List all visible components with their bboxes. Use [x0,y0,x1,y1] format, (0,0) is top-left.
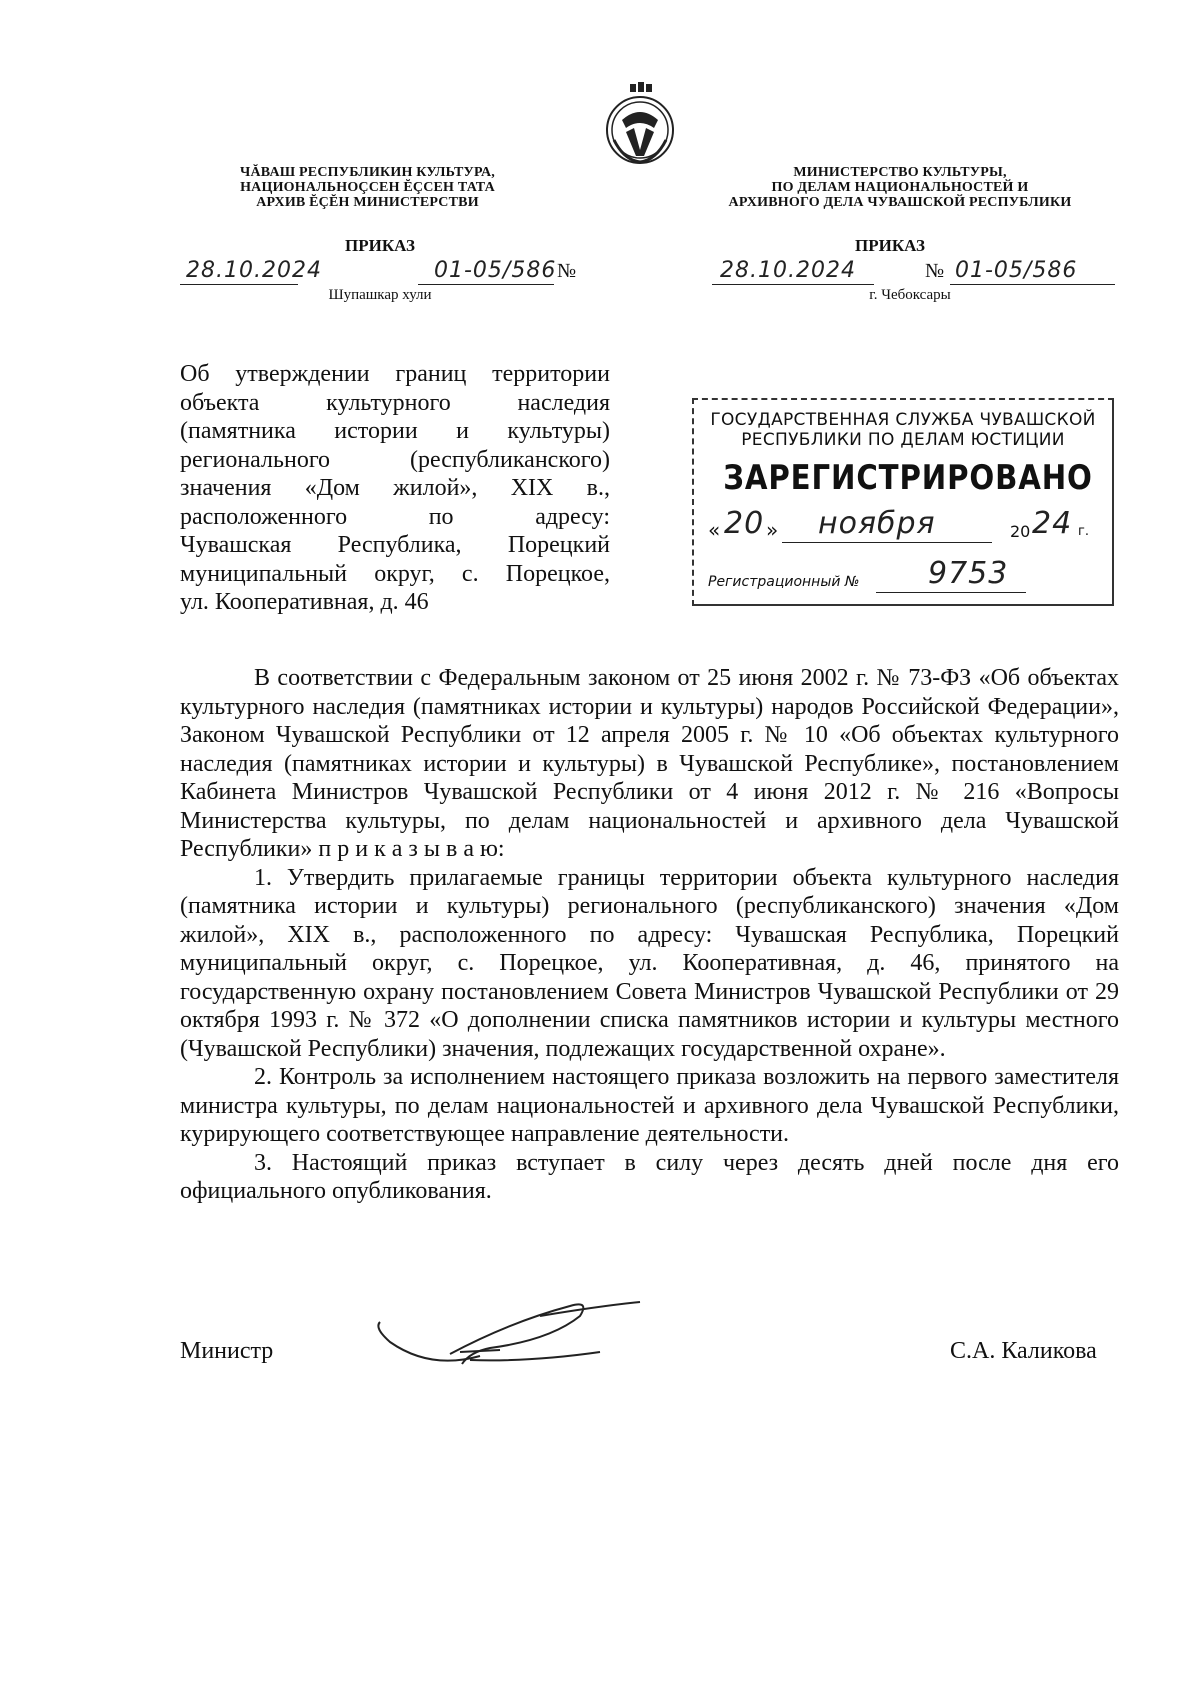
header-left-line: НАЦИОНАЛЬНОÇСЕН ĔÇСЕН ТАТА [240,180,495,195]
stamp-day: 20 [724,506,765,541]
stamp-reg-row [708,556,1098,598]
item-2-paragraph: 2. Контроль за исполнением настоящего приказа возложить на первого заместителя министра культуры, по делам национальностей и архивного дела Чувашской Республики, курирующего соответствующее направление деятельности. [180,1064,1119,1147]
city-russian: г. Чебоксары [869,287,951,303]
subject-line: муниципальный округ, с. Порецкое, [180,560,610,587]
header-right-line: АРХИВНОГО ДЕЛА ЧУВАШСКОЙ РЕСПУБЛИКИ [728,195,1072,210]
subject-line: Чувашская Республика, Порецкий [180,532,610,558]
stamp-date-row [708,506,1098,548]
month-underline [782,542,992,543]
signer-position: Министр [180,1338,274,1364]
date-underline [712,284,874,285]
signer-name: С.А. Каликова [950,1338,1097,1364]
stamp-month: ноября [818,506,936,541]
registration-stamp [692,398,1114,606]
header-right-line: МИНИСТЕРСТВО КУЛЬТУРЫ, [793,165,1007,180]
ministry-name-chuvash [185,165,550,210]
number-sign-right: № [925,260,945,282]
stamp-reg-label: Регистрационный № [708,574,860,590]
header-left-line: АРХИВ ĔÇĔН МИНИСТЕРСТВИ [256,195,479,210]
ministry-name-russian [700,165,1100,210]
number-sign-left: № [557,260,577,282]
order-number-right: 01-05/586 [955,258,1078,283]
subject-line: Об утверждении границ территории [180,361,610,387]
handwritten-signature-icon [370,1292,670,1392]
item-3-paragraph: 3. Настоящий приказ вступает в силу через десять дней после дня его официального опубликования. [180,1149,1119,1204]
stamp-line-2: РЕСПУБЛИКИ ПО ДЕЛАМ ЮСТИЦИИ [741,430,1065,450]
quote-close: » [766,518,779,542]
subject-line: ул. Кооперативная, д. 46 [180,589,429,615]
stamp-reg-number: 9753 [928,556,1009,591]
number-underline [950,284,1115,285]
date-underline [180,284,298,285]
order-title-right: ПРИКАЗ [855,236,925,255]
number-underline [418,284,554,285]
order-body [180,664,1119,1206]
stamp-year-suffix: 24 [1032,506,1073,541]
order-date-right: 28.10.2024 [720,258,856,283]
subject-line: (памятника истории и культуры) [180,418,610,444]
item-1-paragraph: 1. Утвердить прилагаемые границы территории объекта культурного наследия (памятника истории и культуры) регионального (республиканского) значения «Дом жилой», XIX в., расположенного по адресу: Чувашская Республика, Порецкий муниципальный округ, с. Порецкое, ул. Кооперативная, д. 46, принятого на государственную охрану постановлением Совета Министров Чувашской Республики от 29 октября 1993 г. № 372 «О дополнении списка памятников истории и культуры местного (Чувашской Республики) значения, подлежащих государственной охране». [180,864,1119,1062]
reg-underline [876,592,1026,593]
stamp-year-prefix: 20 [1010,522,1031,541]
subject-line: объекта культурного наследия [180,389,610,416]
subject-line: значения «Дом жилой», XIX в., [180,475,610,501]
order-date-left: 28.10.2024 [186,258,322,283]
preamble-paragraph: В соответствии с Федеральным законом от 25 июня 2002 г. № 73-ФЗ «Об объектах культурного наследия (памятниках истории и культуры) народов Российской Федерации», Законом Чувашской Республики от 12 апреля 2005 г. № 10 «Об объектах культурного наследия (памятниках истории и культуры) в Чувашской Республике», постановлением Кабинета Министров Чувашской Республики от 4 июня 2012 г. № 216 «Вопросы Министерства культуры, по делам национальностей и архивного дела Чувашской Республики» п р и к а з ы в а ю: [180,665,1119,862]
city-chuvash: Шупашкар хули [328,287,432,303]
stamp-line-1: ГОСУДАРСТВЕННАЯ СЛУЖБА ЧУВАШСКОЙ [710,410,1096,430]
header-left-line: ЧĂВАШ РЕСПУБЛИКИН КУЛЬТУРА, [240,165,495,180]
header-right-line: ПО ДЕЛАМ НАЦИОНАЛЬНОСТЕЙ И [771,180,1029,195]
stamp-title: ЗАРЕГИСТРИРОВАНО [723,458,1093,498]
coat-of-arms-icon [600,80,680,166]
stamp-year-end: г. [1078,524,1089,539]
order-number-left: 01-05/586 [434,258,557,283]
order-subject [180,360,610,617]
order-title-left: ПРИКАЗ [345,236,415,255]
subject-line: расположенного по адресу: [180,503,610,530]
subject-line: регионального (республиканского) [180,446,610,473]
quote-open: « [708,518,721,542]
